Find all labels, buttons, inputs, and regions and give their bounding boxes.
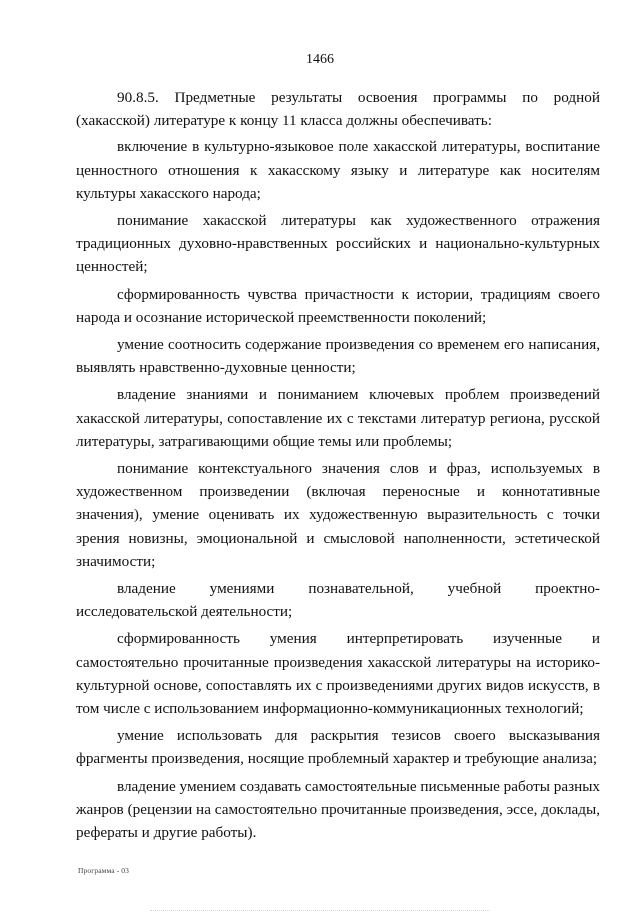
document-body bbox=[76, 86, 600, 848]
result-item-3: сформированность чувства причастности к истории, традициям своего народа и осознание исторической преемственности поколений; bbox=[76, 285, 600, 326]
result-item-6: понимание контекстуального значения слов и фраз, используемых в художественном произведении (включая переносные и коннотативные значения), умение оценивать их художественную выразительность с точки зрения новизны, эмоциональной и смысловой наполненности, эстетической значимости; bbox=[76, 460, 600, 570]
result-item-8: сформированность умения интерпретировать изученные и самостоятельно прочитанные произведения хакасской литературы на историко-культурной основе, сопоставлять их с произведениями других видов искусств, в том числе с использованием информационно-коммуникационных технологий; bbox=[76, 630, 600, 718]
result-item-4: умение соотносить содержание произведения со временем его написания, выявлять нравственно-духовные ценности; bbox=[76, 336, 600, 377]
section-heading-paragraph: 90.8.5. Предметные результаты освоения программы по родной (хакасской) литературе к концу 11 класса должны обеспечивать: bbox=[76, 89, 600, 130]
result-item-9: умение использовать для раскрытия тезисов своего высказывания фрагменты произведения, носящие проблемный характер и требующие анализа; bbox=[76, 727, 600, 768]
page-number: 1466 bbox=[306, 52, 334, 67]
result-item-5: владение знаниями и пониманием ключевых проблем произведений хакасской литературы, сопоставление их с текстами литератур региона, русской литературы, затрагивающими общие темы или проблемы; bbox=[76, 386, 600, 450]
result-item-2: понимание хакасской литературы как художественного отражения традиционных духовно-нравственных российских и национально-культурных ценностей; bbox=[76, 212, 600, 276]
result-item-10: владение умением создавать самостоятельные письменные работы разных жанров (рецензии на самостоятельно прочитанные произведения, эссе, доклады, рефераты и другие работы). bbox=[76, 777, 601, 842]
result-item-1: включение в культурно-языковое поле хакасской литературы, воспитание ценностного отношения к хакасскому языку и литературе как носителям культуры хакасского народа; bbox=[76, 138, 600, 202]
scan-artifact-divider bbox=[150, 910, 490, 913]
page-footer: Программа - 03 bbox=[78, 866, 129, 875]
result-item-7: владение умениями познавательной, учебной проектно-исследовательской деятельности; bbox=[76, 580, 600, 621]
